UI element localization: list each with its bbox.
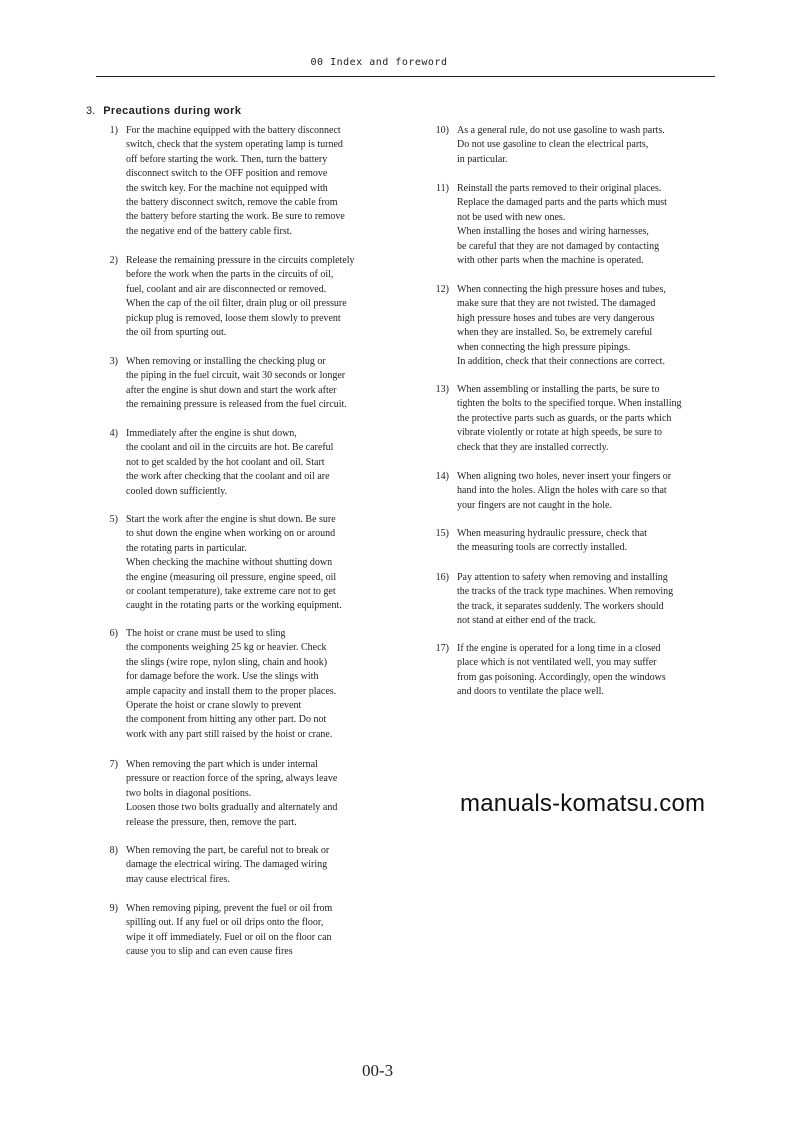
item-number: 9) — [109, 903, 118, 914]
text-line: fuel, coolant and air are disconnected or removed. — [126, 283, 327, 295]
text-line: caught in the rotating parts or the working equipment. — [126, 600, 342, 612]
text-line: When assembling or installing the parts, be sure to — [457, 384, 660, 395]
text-line: damage the electrical wiring. The damaged wiring — [126, 859, 328, 871]
text-line: the remaining pressure is released from the fuel circuit. — [126, 399, 347, 411]
text-line: the coolant and oil in the circuits are hot. Be careful — [126, 442, 334, 454]
text-line: When removing the part, be careful not to break or — [126, 845, 330, 856]
item-text — [457, 470, 671, 513]
item-text — [126, 902, 332, 960]
item-text — [457, 642, 666, 700]
item-number: 13) — [435, 384, 449, 395]
item-number: 7) — [109, 759, 118, 770]
text-line: with other parts when the machine is operated. — [457, 254, 644, 266]
section-heading — [86, 105, 241, 117]
item-text — [457, 571, 673, 629]
item-text — [126, 758, 337, 830]
item-number: 5) — [109, 514, 118, 525]
text-line: when connecting the high pressure pipings. — [457, 341, 631, 353]
text-line: the protective parts such as guards, or the parts which — [457, 412, 672, 424]
text-line: As a general rule, do not use gasoline to wash parts. — [457, 125, 665, 136]
text-line: and doors to ventilate the place well. — [457, 686, 604, 698]
text-line: pressure or reaction force of the spring, always leave — [126, 773, 338, 785]
item-text — [126, 355, 347, 413]
text-line: Immediately after the engine is shut down, — [126, 428, 297, 439]
page-number: 00-3 — [362, 1061, 394, 1080]
text-line: spilling out. If any fuel or oil drips onto the floor, — [126, 917, 324, 929]
item-number: 17) — [435, 643, 449, 654]
text-line: the switch key. For the machine not equipped with — [126, 182, 328, 194]
item-number: 2) — [109, 255, 118, 266]
text-line: When removing the part which is under internal — [126, 759, 318, 770]
text-line: from gas poisoning. Accordingly, open the windows — [457, 671, 666, 683]
text-line: when they are installed. So, be extremely careful — [457, 327, 653, 339]
section-number: 3. — [86, 105, 96, 117]
item-text — [457, 527, 647, 556]
text-line: When checking the machine without shutting down — [126, 557, 333, 569]
item-text — [126, 254, 355, 340]
item-number: 10) — [435, 125, 449, 136]
text-line: When removing piping, prevent the fuel or oil from — [126, 903, 333, 914]
item-text — [457, 124, 665, 167]
text-line: or coolant temperature), take extreme care not to get — [126, 585, 336, 597]
text-line: the battery before starting the work. Be sure to remove — [126, 211, 345, 223]
text-line: make sure that they are not twisted. The damaged — [457, 298, 656, 310]
text-line: the piping in the fuel circuit, wait 30 seconds or longer — [126, 370, 346, 382]
text-line: two bolts in diagonal positions. — [126, 787, 252, 799]
text-line: high pressure hoses and tubes are very dangerous — [457, 312, 655, 324]
text-line: for damage before the work. Use the slings with — [126, 671, 319, 683]
item-text — [126, 427, 333, 499]
text-line: off before starting the work. Then, turn the battery — [126, 153, 328, 165]
item-text — [457, 182, 667, 268]
item-number: 16) — [435, 572, 449, 583]
text-line: Loosen those two bolts gradually and alternately and — [126, 802, 338, 814]
item-number: 11) — [436, 183, 449, 194]
text-line: cooled down sufficiently. — [126, 485, 228, 497]
item-text — [126, 627, 336, 742]
page-header: 00 Index and foreword — [310, 57, 448, 68]
text-line: the engine (measuring oil pressure, engine speed, oil — [126, 571, 337, 583]
text-line: the tracks of the track type machines. When removing — [457, 586, 674, 598]
text-line: Pay attention to safety when removing and installing — [457, 572, 668, 583]
item-number: 12) — [435, 284, 449, 295]
text-line: When the cap of the oil filter, drain plug or oil pressure — [126, 298, 347, 310]
item-number: 1) — [109, 125, 118, 136]
text-line: wipe it off immediately. Fuel or oil on the floor can — [126, 931, 332, 943]
text-line: disconnect switch to the OFF position and remove — [126, 168, 328, 180]
text-line: Reinstall the parts removed to their original places. — [457, 183, 662, 194]
text-line: the battery disconnect switch, remove the cable from — [126, 196, 338, 208]
text-line: not to get scalded by the hot coolant and oil. Start — [126, 456, 325, 468]
text-line: the oil from spurting out. — [126, 326, 227, 338]
text-line: before the work when the parts in the circuits of oil, — [126, 269, 334, 281]
text-line: The hoist or crane must be used to sling — [126, 628, 286, 639]
text-line: When connecting the high pressure hoses and tubes, — [457, 284, 666, 295]
text-line: pickup plug is removed, loose them slowly to prevent — [126, 312, 341, 324]
text-line: For the machine equipped with the battery disconnect — [126, 125, 341, 136]
text-line: the measuring tools are correctly installed. — [457, 542, 627, 554]
item-text — [457, 383, 682, 455]
text-line: Operate the hoist or crane slowly to prevent — [126, 699, 302, 711]
text-line: place which is not ventilated well, you may suffer — [457, 657, 657, 669]
text-line: When measuring hydraulic pressure, check that — [457, 528, 647, 539]
item-text — [457, 283, 666, 369]
text-line: Do not use gasoline to clean the electrical parts, — [457, 139, 649, 151]
text-line: Release the remaining pressure in the circuits completely — [126, 255, 355, 266]
text-line: work with any part still raised by the hoist or crane. — [126, 728, 333, 740]
section-title: Precautions during work — [103, 105, 242, 117]
text-line: the slings (wire rope, nylon sling, chain and hook) — [126, 656, 328, 668]
text-line: the negative end of the battery cable first. — [126, 225, 293, 237]
text-line: cause you to slip and can even cause fires — [126, 946, 293, 958]
text-line: tighten the bolts to the specified torque. When installing — [457, 398, 682, 410]
text-line: Start the work after the engine is shut down. Be sure — [126, 514, 336, 525]
item-number: 14) — [435, 471, 449, 482]
text-line: the rotating parts in particular. — [126, 542, 247, 554]
text-line: ample capacity and install them to the proper places. — [126, 685, 337, 697]
item-number: 6) — [109, 628, 118, 639]
text-line: When installing the hoses and wiring harnesses, — [457, 226, 649, 238]
text-line: your fingers are not caught in the hole. — [457, 499, 612, 511]
header-rule — [96, 76, 715, 77]
watermark: manuals-komatsu.com — [460, 790, 706, 817]
item-number: 3) — [109, 356, 118, 367]
item-number: 15) — [435, 528, 449, 539]
text-line: to shut down the engine when working on or around — [126, 528, 336, 540]
text-line: not stand at either end of the track. — [457, 615, 596, 627]
item-text — [126, 844, 329, 887]
text-line: the work after checking that the coolant and oil are — [126, 471, 330, 483]
text-line: not be used with new ones. — [457, 211, 566, 223]
text-line: after the engine is shut down and start the work after — [126, 384, 337, 396]
text-line: If the engine is operated for a long time in a closed — [457, 643, 661, 654]
text-line: Replace the damaged parts and the parts which must — [457, 197, 667, 209]
item-number: 4) — [109, 428, 118, 439]
text-line: the components weighing 25 kg or heavier. Check — [126, 642, 327, 654]
item-text — [126, 513, 342, 614]
text-line: vibrate violently or rotate at high speeds, be sure to — [457, 427, 662, 439]
item-number: 8) — [109, 845, 118, 856]
text-line: hand into the holes. Align the holes with care so that — [457, 485, 667, 497]
text-line: in particular. — [457, 153, 508, 165]
text-line: the component from hitting any other part. Do not — [126, 714, 327, 726]
text-line: switch, check that the system operating lamp is turned — [126, 139, 343, 151]
text-line: be careful that they are not damaged by contacting — [457, 240, 660, 252]
text-line: When removing or installing the checking plug or — [126, 356, 326, 367]
item-text — [126, 124, 345, 239]
text-line: the track, it separates suddenly. The workers should — [457, 600, 664, 612]
text-line: check that they are installed correctly. — [457, 441, 609, 453]
text-line: may cause electrical fires. — [126, 873, 230, 885]
text-line: When aligning two holes, never insert your fingers or — [457, 471, 672, 482]
text-line: release the pressure, then, remove the part. — [126, 816, 297, 828]
text-line: In addition, check that their connections are correct. — [457, 355, 665, 367]
